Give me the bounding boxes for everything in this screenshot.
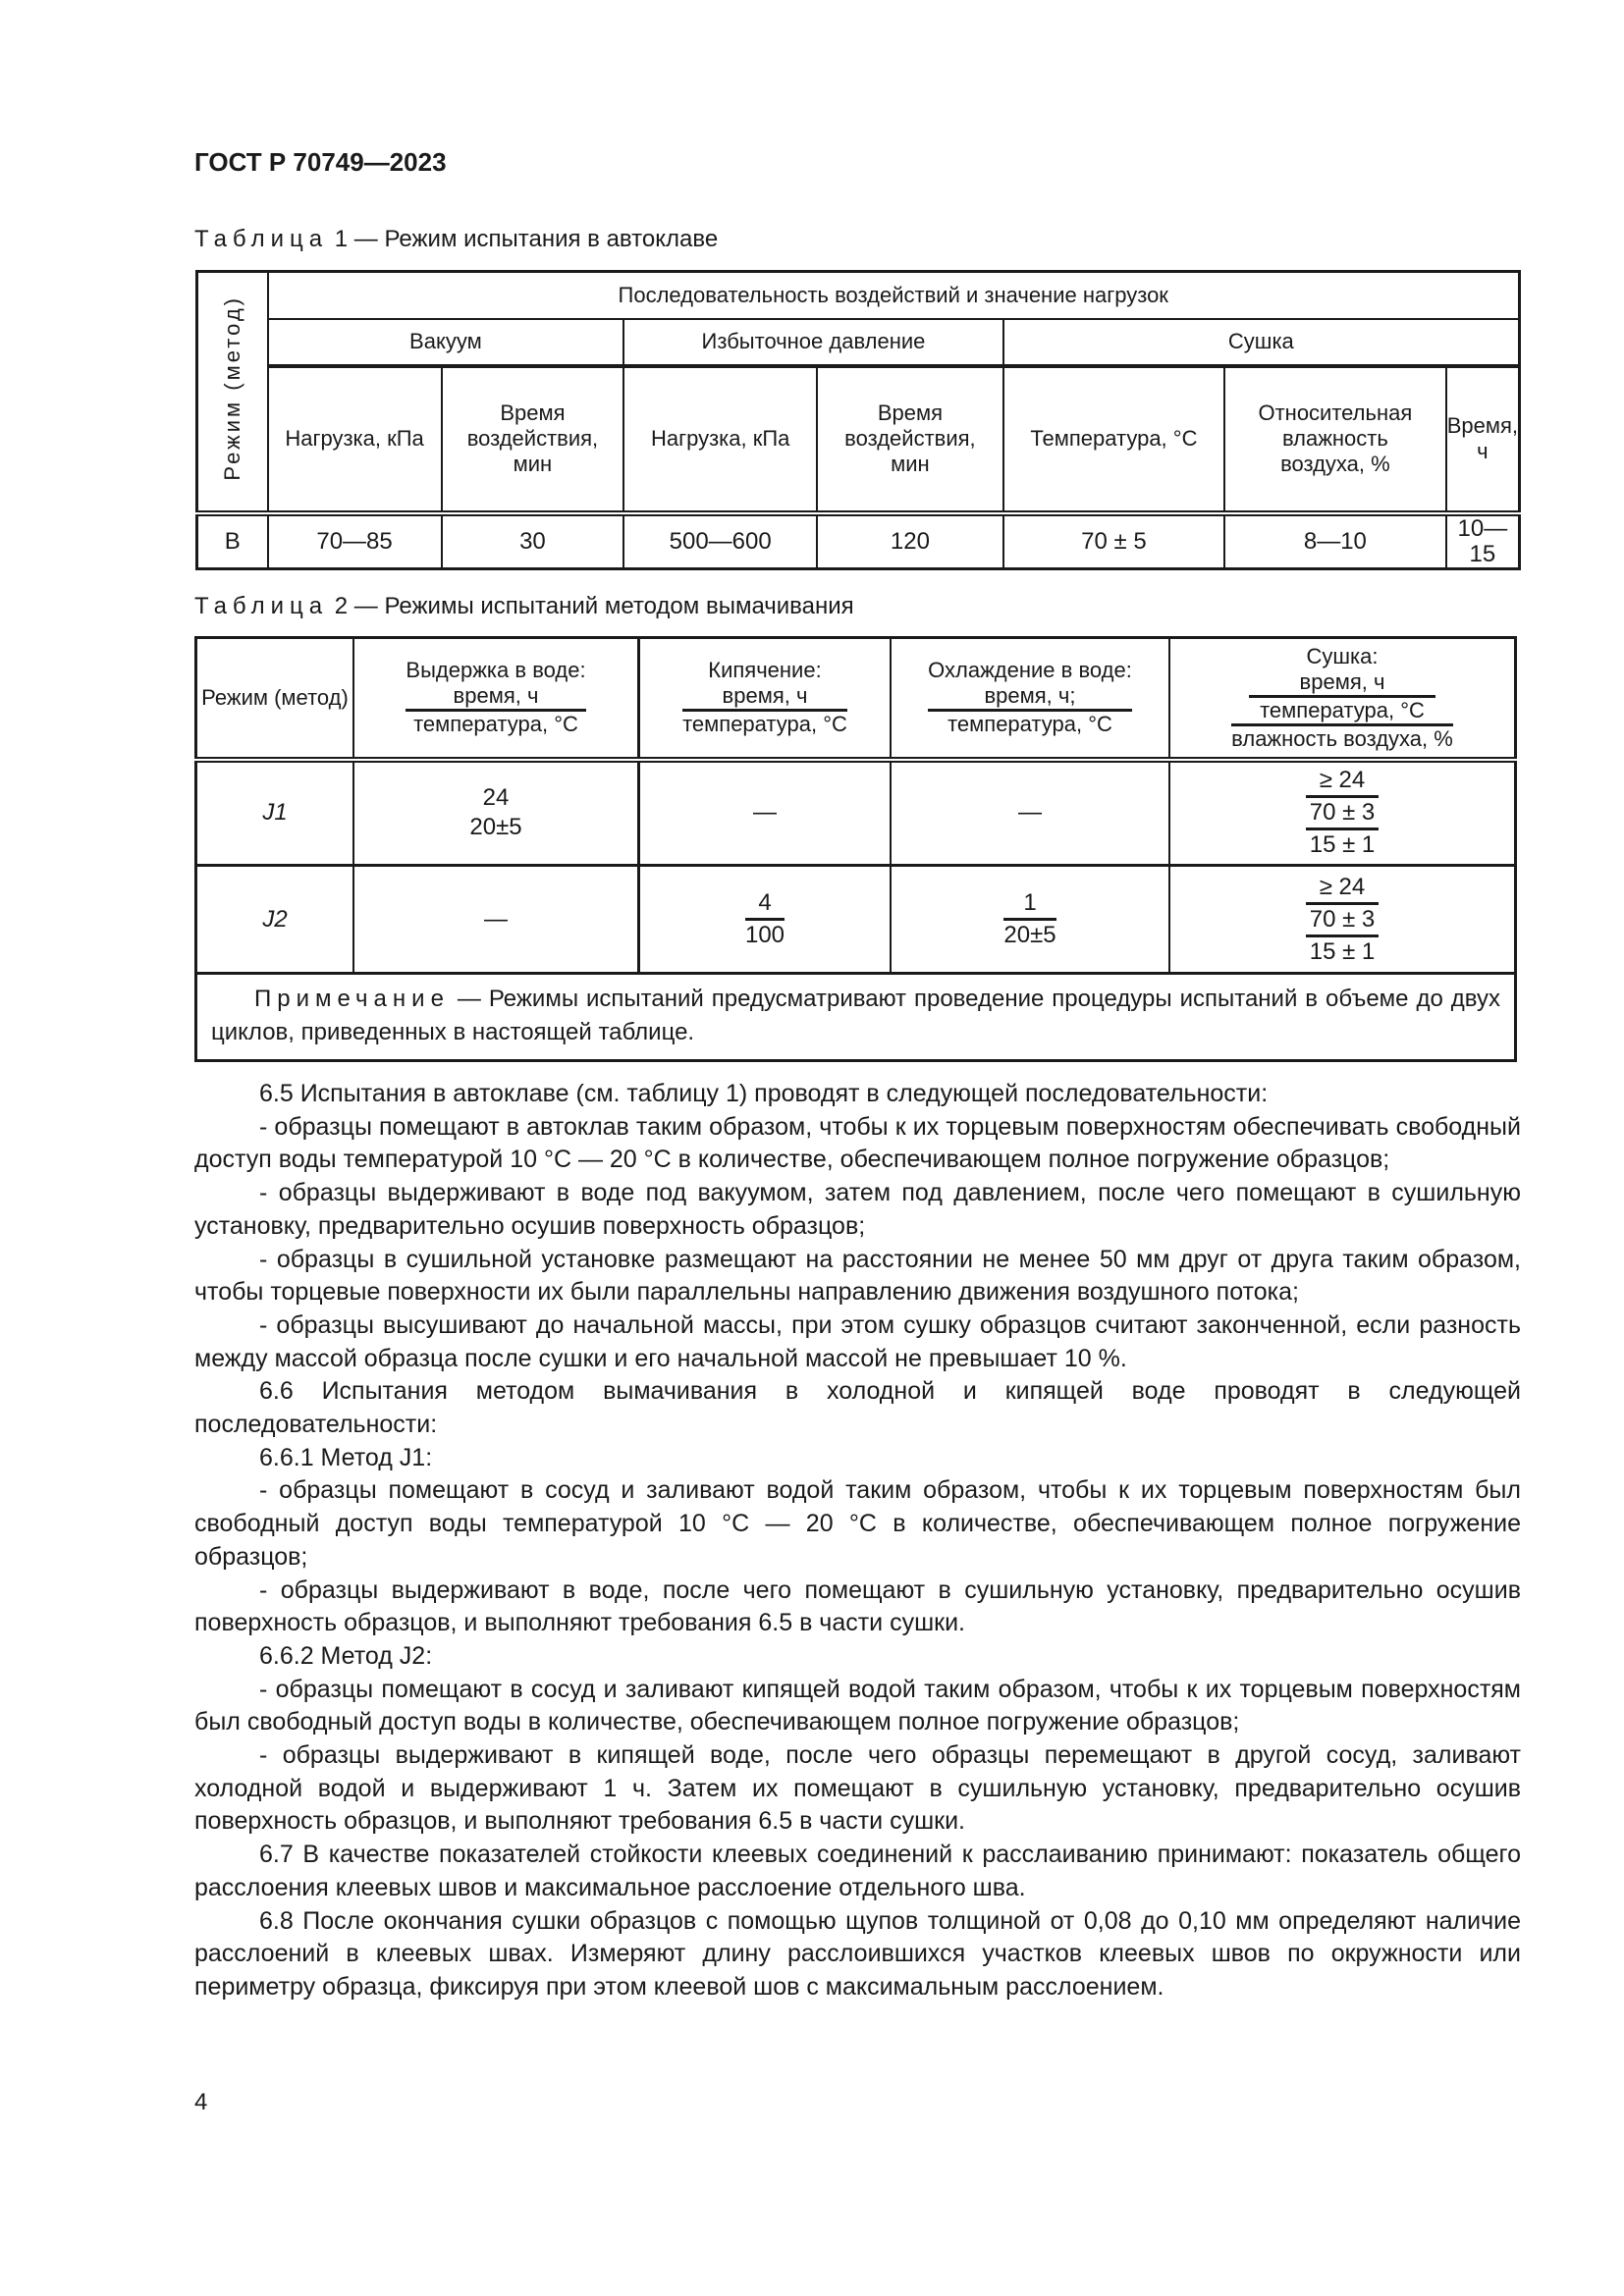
caption-text: 2 — Режимы испытаний методом вымачивания — [328, 593, 854, 619]
paragraph: - образцы помещают в сосуд и заливают водой таким образом, чтобы к их торцевым поверхностям был свободный доступ воды температурой 10 °С — 20 °С в количестве, обеспечивающем полное погружение образцов; — [194, 1476, 1521, 1571]
table-row — [196, 866, 1516, 974]
paragraph: - образцы помещают в автоклав таким образом, чтобы к их торцевым поверхностям обеспечивать свободный доступ воды температурой 10 °С — 20 °С в количестве, обеспечивающем полное погружение образцов; — [194, 1112, 1521, 1174]
cell: 70—85 — [268, 513, 442, 569]
cell: В — [197, 513, 268, 569]
row-header: Режим (метод) — [219, 295, 244, 482]
paragraph: 6.6.2 Метод J2: — [259, 1641, 433, 1670]
mode: J1 — [262, 799, 288, 827]
col-header-cool — [891, 638, 1169, 760]
cell-dry — [1169, 760, 1516, 866]
title: Охлаждение в воде: — [928, 658, 1132, 683]
value: 24 — [482, 784, 510, 812]
col-header: Время, ч — [1446, 366, 1520, 513]
table2-caption — [194, 593, 854, 620]
col-header-dry — [1169, 638, 1516, 760]
caption-text: 1 — Режим испытания в автоклаве — [328, 226, 719, 252]
cell: 120 — [817, 513, 1003, 569]
row-header-cell — [197, 272, 268, 513]
mode: J2 — [262, 905, 288, 933]
paragraph: - образцы выдерживают в воде, после чего помещают в сушильную установку, предварительно осушив поверхность образцов, и выполняют требования 6.5 в части сушки. — [194, 1575, 1521, 1637]
cell: 8—10 — [1224, 513, 1446, 569]
numerator: время, ч; — [928, 683, 1132, 712]
cell-boil — [639, 866, 892, 974]
cell: 30 — [442, 513, 624, 569]
value: ≥ 24 — [1306, 766, 1380, 798]
table1-caption — [194, 226, 718, 253]
value: 20±5 — [469, 814, 522, 841]
value: 70 ± 3 — [1306, 798, 1380, 830]
group-header: Последовательность воздействий и значение нагрузок — [268, 272, 1520, 319]
col-header: Нагрузка, кПа — [268, 366, 442, 513]
cell: 70 ± 5 — [1003, 513, 1224, 569]
col-header-boil — [639, 638, 892, 760]
cell-soak — [353, 760, 639, 866]
paragraph: - образцы высушивают до начальной массы, при этом сушку образцов считают законченной, если разность между массой образца после сушки и его начальной массой не превышает 10 %. — [194, 1310, 1521, 1372]
caption-prefix: Таблица — [194, 226, 329, 252]
paragraph: 6.5 Испытания в автоклаве (см. таблицу 1) проводят в следующей последовательности: — [259, 1080, 1269, 1107]
denominator: температура, °С — [947, 712, 1112, 737]
cell: 10—15 — [1446, 513, 1520, 569]
caption-prefix: Таблица — [194, 593, 329, 619]
table-note — [196, 974, 1516, 1061]
col-header: Относительная влажность воздуха, % — [1224, 366, 1446, 513]
value: 100 — [744, 922, 785, 948]
cell-dry — [1169, 866, 1516, 974]
col-header: Нагрузка, кПа — [623, 366, 817, 513]
table-autoclave-mode — [195, 270, 1521, 570]
note-text: — Режимы испытаний предусматривают проведение процедуры испытаний в объеме до двух циклов, приведенных в настоящей таблице. — [211, 986, 1500, 1045]
paragraph: 6.7 В качестве показателей стойкости клеевых соединений к расслаиванию принимают: показатель общего расслоения клеевых швов и максимальное расслоение отдельного шва. — [194, 1841, 1521, 1901]
cell-boil: — — [639, 760, 892, 866]
paragraph: 6.8 После окончания сушки образцов с помощью щупов толщиной от 0,08 до 0,10 мм определяют наличие расслоений в клеевых швах. Измеряют длину расслоившихся участков клеевых швов по окружности или периметру образца, фиксируя при этом клеевой шов с максимальным расслоением. — [194, 1906, 1521, 2001]
title: Кипячение: — [708, 658, 822, 683]
paragraph: 6.6 Испытания методом вымачивания в холодной и кипящей воде проводят в следующей последовательности: — [194, 1377, 1521, 1439]
table-row — [196, 760, 1516, 866]
value: 1 — [1003, 888, 1056, 921]
col-header: Время воздействия, мин — [442, 366, 624, 513]
paragraph: 6.6.1 Метод J1: — [259, 1443, 433, 1471]
col-header-mode: Режим (метод) — [196, 638, 354, 760]
value: 15 ± 1 — [1309, 831, 1376, 859]
group-vacuum: Вакуум — [268, 319, 624, 366]
value: 15 ± 1 — [1309, 937, 1376, 965]
value: 20±5 — [1003, 922, 1056, 948]
page-number: 4 — [194, 2089, 208, 2115]
line3: влажность воздуха, % — [1231, 725, 1453, 751]
cell-mode — [196, 760, 354, 866]
cell-soak: — — [353, 866, 639, 974]
table-row — [197, 513, 1520, 569]
group-pressure: Избыточное давление — [623, 319, 1002, 366]
paragraph: - образцы выдерживают в воде под вакуумом, затем под давлением, после чего помещают в сушильную установку, предварительно осушив поверхность образцов; — [194, 1179, 1521, 1240]
value: ≥ 24 — [1306, 873, 1380, 905]
denominator: температура, °С — [413, 712, 578, 737]
group-drying: Сушка — [1003, 319, 1520, 366]
col-header: Время воздействия, мин — [817, 366, 1003, 513]
document-header: ГОСТ Р 70749—2023 — [194, 147, 447, 177]
paragraph: - образцы в сушильной установке размещают на расстоянии не менее 50 мм друг от друга таким образом, чтобы торцевые поверхности их были параллельны направлению движения воздушного потока; — [194, 1245, 1521, 1307]
body-text — [194, 1078, 1521, 2004]
numerator: время, ч — [682, 683, 847, 712]
value: 70 ± 3 — [1306, 905, 1380, 937]
line1: время, ч — [1249, 669, 1435, 698]
cell: 500—600 — [623, 513, 817, 569]
line2: температура, °С — [1231, 698, 1453, 726]
cell-cool — [891, 866, 1169, 974]
numerator: время, ч — [406, 683, 585, 712]
col-header: Температура, °С — [1003, 366, 1224, 513]
denominator: температура, °С — [682, 712, 847, 737]
table-soak-modes — [194, 636, 1517, 1062]
title: Выдержка в воде: — [406, 658, 586, 683]
cell-mode — [196, 866, 354, 974]
col-header-soak — [353, 638, 639, 760]
title: Сушка: — [1306, 643, 1379, 668]
paragraph: - образцы помещают в сосуд и заливают кипящей водой таким образом, чтобы к их торцевым поверхностям был свободный доступ воды в количестве, обеспечивающем полное погружение образцов; — [194, 1675, 1521, 1736]
cell-cool: — — [891, 760, 1169, 866]
note-label: Примечание — [254, 986, 450, 1012]
paragraph: - образцы выдерживают в кипящей воде, после чего образцы перемещают в другой сосуд, заливают холодной водой и выдерживают 1 ч. Затем их помещают в сушильную установку, предварительно осушив поверхность образцов, и выполняют требования 6.5 в части сушки. — [194, 1741, 1521, 1836]
value: 4 — [745, 888, 785, 921]
